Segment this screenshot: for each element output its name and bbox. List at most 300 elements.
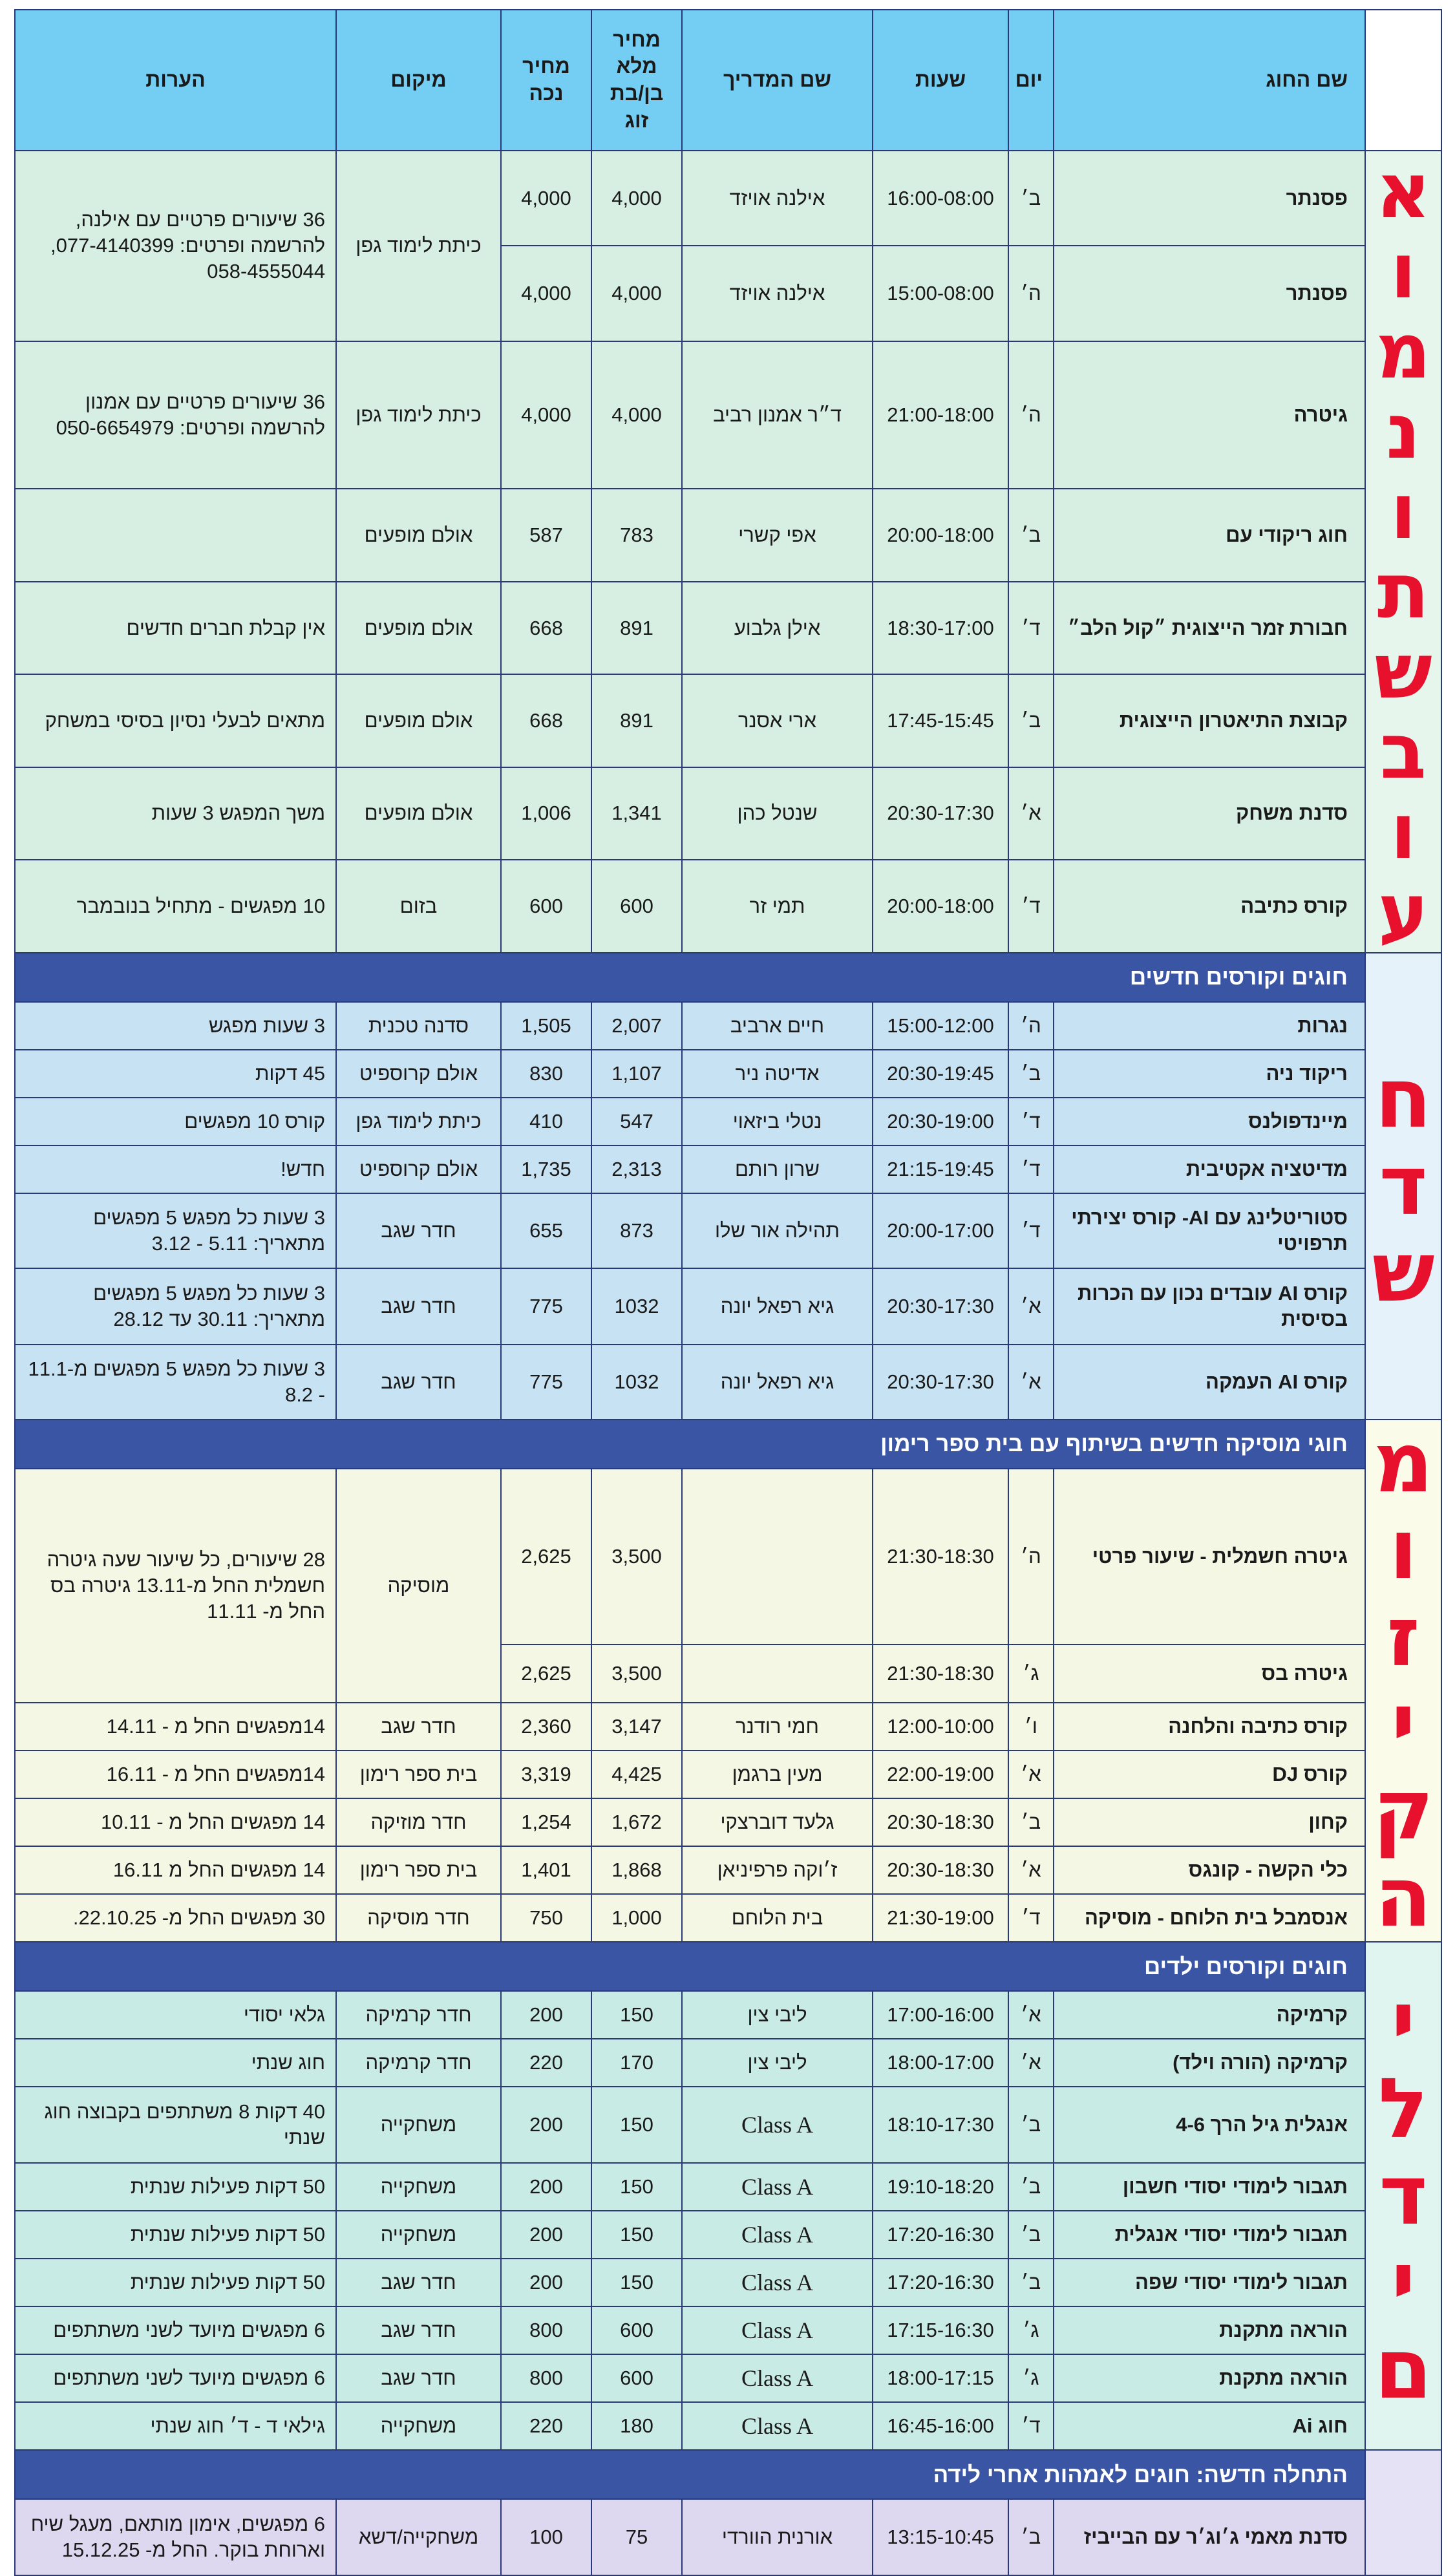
header-location: מיקום (336, 10, 501, 151)
cell-name: פסנתר (1054, 151, 1365, 246)
cell-notes: 3 שעות כל מפגש 5 מפגשים מתאריך: 5.11 - 3.12 (15, 1193, 336, 1268)
table-row (15, 2259, 1441, 2306)
cell-price-disabled: 1,254 (501, 1798, 591, 1846)
cell-name: קורס כתיבה (1054, 860, 1365, 953)
cell-price-full: 4,425 (591, 1751, 682, 1798)
cell-hours: 20:00-17:00 (873, 1193, 1008, 1268)
cell-hours: 17:20-16:30 (873, 2259, 1008, 2306)
cell-instructor: ז׳וקה פרפיניאן (682, 1846, 873, 1894)
cell-price-disabled: 668 (501, 582, 591, 674)
cell-instructor: גלעד דוברצקי (682, 1798, 873, 1846)
cell-day: ו׳ (1008, 1703, 1054, 1751)
cell-price-disabled: 220 (501, 2039, 591, 2087)
cell-price-full: 1,672 (591, 1798, 682, 1846)
cell-price-full: 1032 (591, 1345, 682, 1420)
cell-location: חדר שגב (336, 1703, 501, 1751)
cell-notes: 3 שעות כל מפגש 5 מפגשים מתאריך: 30.11 עד 28.12 (15, 1268, 336, 1345)
cell-instructor: שרון רותם (682, 1145, 873, 1193)
cell-location: בית ספר רימון (336, 1846, 501, 1894)
cell-price-disabled: 655 (501, 1193, 591, 1268)
cell-instructor (682, 1645, 873, 1703)
cell-location: חדר שגב (336, 1268, 501, 1345)
cell-price-full: 3,500 (591, 1469, 682, 1645)
cell-price-full: 150 (591, 2211, 682, 2259)
header-price-full: מחיר מלא בן/בת זוג (591, 10, 682, 151)
cell-hours: 21:30-18:30 (873, 1645, 1008, 1703)
cell-hours: 20:30-19:45 (873, 1050, 1008, 1098)
cell-hours: 20:30-17:30 (873, 1268, 1008, 1345)
side-label-char: נ (1386, 386, 1421, 476)
side-label-char: ו (1389, 1502, 1418, 1599)
cell-price-disabled: 200 (501, 2163, 591, 2211)
side-label-2 (1365, 953, 1441, 1420)
cell-name: פסנתר (1054, 246, 1365, 341)
cell-price-disabled: 4,000 (501, 341, 591, 489)
cell-price-full: 1,000 (591, 1894, 682, 1942)
cell-name: קבוצת התיאטרון הייצוגית (1054, 674, 1365, 767)
side-label-char: ל (1378, 2060, 1428, 2157)
cell-instructor: אילן גלבוע (682, 582, 873, 674)
table-row (15, 1751, 1441, 1798)
cell-price-disabled: 3,319 (501, 1751, 591, 1798)
schedule-document (14, 9, 1441, 2562)
cell-price-disabled: 668 (501, 674, 591, 767)
cell-notes: 36 שיעורים פרטיים עם אילנה, להרשמה ופרטים: 077-4140399, 058-4555044 (15, 151, 336, 341)
cell-name: תגבור לימודי יסודי אנגלית (1054, 2211, 1365, 2259)
cell-price-full: 150 (591, 1991, 682, 2039)
side-label-char: י (1391, 2234, 1416, 2331)
cell-instructor: ליבי צין (682, 1991, 873, 2039)
cell-location: חדר קרמיקה (336, 1991, 501, 2039)
cell-instructor: Class A (682, 2211, 873, 2259)
side-label-char: י (1391, 1974, 1416, 2070)
cell-location: משחקייה/דשא (336, 2499, 501, 2575)
cell-day: ד׳ (1008, 582, 1054, 674)
cell-instructor: אפי קשרי (682, 489, 873, 581)
cell-day: ג׳ (1008, 2306, 1054, 2354)
header-day: יום (1008, 10, 1054, 151)
section-header-row (15, 1942, 1441, 1991)
table-row (15, 1894, 1441, 1942)
cell-price-full: 4,000 (591, 246, 682, 341)
side-label-4 (1365, 1942, 1441, 2450)
cell-notes: קורס 10 מפגשים (15, 1098, 336, 1145)
side-label-char: ד (1379, 1137, 1428, 1234)
cell-instructor: Class A (682, 2259, 873, 2306)
cell-price-disabled: 4,000 (501, 151, 591, 246)
cell-notes: חדש! (15, 1145, 336, 1193)
cell-hours: 20:30-19:00 (873, 1098, 1008, 1145)
cell-price-full: 600 (591, 2354, 682, 2402)
cell-name: סדנת משחק (1054, 767, 1365, 860)
cell-name: גיטרה (1054, 341, 1365, 489)
section-title: חוגי מוסיקה חדשים בשיתוף עם בית ספר רימון (15, 1420, 1365, 1469)
cell-hours: 15:00-12:00 (873, 1002, 1008, 1050)
table-row (15, 1703, 1441, 1751)
cell-name: תגבור לימודי יסודי שפה (1054, 2259, 1365, 2306)
cell-instructor: Class A (682, 2354, 873, 2402)
table-row (15, 151, 1441, 246)
cell-hours: 18:10-17:30 (873, 2087, 1008, 2163)
side-label-text (1366, 1050, 1441, 1321)
cell-notes: 6 מפגשים מיועד לשני משתתפים (15, 2306, 336, 2354)
side-label-char: ש (1372, 1224, 1435, 1321)
cell-notes: 10 מפגשים - מתחיל בנובמבר (15, 860, 336, 953)
cell-price-full: 3,500 (591, 1645, 682, 1703)
cell-notes: 14 מפגשים החל מ - 10.11 (15, 1798, 336, 1846)
cell-instructor: ד״ר אמנון רביב (682, 341, 873, 489)
cell-location: אולם מופעים (336, 767, 501, 860)
table-row (15, 1345, 1441, 1420)
cell-notes: משך המפגש 3 שעות (15, 767, 336, 860)
cell-price-disabled: 1,735 (501, 1145, 591, 1193)
cell-day: ב׳ (1008, 2211, 1054, 2259)
cell-name: קורס DJ (1054, 1751, 1365, 1798)
cell-name: קורס AI העמקה (1054, 1345, 1365, 1420)
section-header-row (15, 2450, 1441, 2499)
cell-price-full: 150 (591, 2087, 682, 2163)
cell-price-full: 4,000 (591, 151, 682, 246)
cell-location: חדר שגב (336, 2306, 501, 2354)
table-row (15, 1846, 1441, 1894)
cell-name: קרמיקה (1054, 1991, 1365, 2039)
table-row (15, 2354, 1441, 2402)
cell-location: מוסיקה (336, 1469, 501, 1703)
cell-price-full: 2,007 (591, 1002, 682, 1050)
cell-notes: 3 שעות מפגש (15, 1002, 336, 1050)
cell-name: מיינדפולנס (1054, 1098, 1365, 1145)
cell-instructor: Class A (682, 2402, 873, 2450)
cell-hours: 20:30-18:30 (873, 1798, 1008, 1846)
section-title: חוגים וקורסים חדשים (15, 953, 1365, 1002)
cell-notes: 6 מפגשים מיועד לשני משתתפים (15, 2354, 336, 2402)
cell-hours: 16:00-08:00 (873, 151, 1008, 246)
cell-location: משחקייה (336, 2163, 501, 2211)
cell-name: הוראה מתקנת (1054, 2354, 1365, 2402)
header-hours: שעות (873, 10, 1008, 151)
cell-day: ב׳ (1008, 2499, 1054, 2575)
cell-location: אולם מופעים (336, 489, 501, 581)
cell-day: ב׳ (1008, 2259, 1054, 2306)
cell-price-disabled: 100 (501, 2499, 591, 2575)
cell-price-full: 891 (591, 674, 682, 767)
cell-day: א׳ (1008, 1751, 1054, 1798)
cell-day: ה׳ (1008, 341, 1054, 489)
cell-day: א׳ (1008, 2039, 1054, 2087)
cell-price-disabled: 2,360 (501, 1703, 591, 1751)
cell-location: בית ספר רימון (336, 1751, 501, 1798)
side-label-char: ה (1375, 1849, 1432, 1943)
cell-location: אולם קרוספיט (336, 1145, 501, 1193)
cell-name: סדנת מאמי ג׳וג׳ר עם הבייביז (1054, 2499, 1365, 2575)
side-label-text (1366, 1974, 1441, 2418)
table-row (15, 2087, 1441, 2163)
cell-price-full: 150 (591, 2163, 682, 2211)
cell-price-full: 1,341 (591, 767, 682, 860)
cell-day: ג׳ (1008, 2354, 1054, 2402)
side-label-char: י (1391, 1676, 1416, 1772)
cell-location: משחקייה (336, 2087, 501, 2163)
cell-notes: גילאי ד - ד׳ חוג שנתי (15, 2402, 336, 2450)
cell-hours: 16:45-16:00 (873, 2402, 1008, 2450)
cell-price-full: 1032 (591, 1268, 682, 1345)
cell-price-disabled: 200 (501, 1991, 591, 2039)
side-label-char: ם (1374, 2321, 1432, 2418)
cell-location: משחקייה (336, 2402, 501, 2450)
cell-price-full: 170 (591, 2039, 682, 2087)
table-row (15, 2306, 1441, 2354)
cell-notes: 3 שעות כל מפגש 5 מפגשים מ-11.1 - 8.2 (15, 1345, 336, 1420)
cell-name: אנגלית גיל הרך 4-6 (1054, 2087, 1365, 2163)
side-label-char: א (1375, 151, 1431, 235)
cell-instructor: בית הלוחם (682, 1894, 873, 1942)
cell-day: א׳ (1008, 1268, 1054, 1345)
table-row (15, 1193, 1441, 1268)
side-label-char: מ (1375, 306, 1431, 396)
cell-notes: 40 דקות 8 משתתפים בקבוצה חוג שנתי (15, 2087, 336, 2163)
cell-name: תגבור לימודי יסודי חשבון (1054, 2163, 1365, 2211)
cell-day: ד׳ (1008, 2402, 1054, 2450)
cell-price-full: 150 (591, 2259, 682, 2306)
table-row (15, 2499, 1441, 2575)
table-row (15, 582, 1441, 674)
cell-name: קורס כתיבה והלחנה (1054, 1703, 1365, 1751)
cell-price-disabled: 830 (501, 1050, 591, 1098)
cell-price-disabled: 1,006 (501, 767, 591, 860)
cell-price-disabled: 800 (501, 2306, 591, 2354)
table-row (15, 2211, 1441, 2259)
cell-hours: 20:00-18:00 (873, 489, 1008, 581)
side-label-char: ו (1390, 466, 1417, 556)
cell-price-disabled: 775 (501, 1345, 591, 1420)
cell-day: ב׳ (1008, 1050, 1054, 1098)
table-row (15, 1469, 1441, 1645)
cell-price-disabled: 200 (501, 2087, 591, 2163)
cell-location: סדנה טכנית (336, 1002, 501, 1050)
side-label-char: ח (1375, 1050, 1432, 1147)
cell-hours: 12:00-10:00 (873, 1703, 1008, 1751)
cell-day: ד׳ (1008, 1145, 1054, 1193)
side-label-text (1366, 1420, 1441, 1941)
cell-hours: 15:00-08:00 (873, 246, 1008, 341)
cell-location: כיתת לימוד גפן (336, 151, 501, 341)
cell-hours: 13:15-10:45 (873, 2499, 1008, 2575)
side-label-char: ש (1374, 626, 1432, 716)
cell-name: חוג ריקודי עם (1054, 489, 1365, 581)
cell-day: ב׳ (1008, 2163, 1054, 2211)
side-header (1365, 10, 1441, 151)
side-label-char: ב (1380, 707, 1427, 796)
cell-name: חבורת זמר הייצוגית ״קול הלב״ (1054, 582, 1365, 674)
cell-price-disabled: 2,625 (501, 1645, 591, 1703)
cell-price-full: 180 (591, 2402, 682, 2450)
cell-price-disabled: 775 (501, 1268, 591, 1345)
cell-name: גיטרה בס (1054, 1645, 1365, 1703)
cell-notes: 30 מפגשים החל מ- 22.10.25. (15, 1894, 336, 1942)
section-header-row (15, 1420, 1441, 1469)
cell-price-full: 600 (591, 860, 682, 953)
table-row (15, 1145, 1441, 1193)
cell-hours: 18:00-17:15 (873, 2354, 1008, 2402)
cell-hours: 22:00-19:00 (873, 1751, 1008, 1798)
cell-instructor (682, 1469, 873, 1645)
cell-location: אולם מופעים (336, 582, 501, 674)
cell-day: א׳ (1008, 767, 1054, 860)
section-title: התחלה חדשה: חוגים לאמהות אחרי לידה (15, 2450, 1365, 2499)
cell-location: בזום (336, 860, 501, 953)
cell-location: חדר מוזיקה (336, 1798, 501, 1846)
cell-price-full: 547 (591, 1098, 682, 1145)
cell-location: חדר שגב (336, 1345, 501, 1420)
side-label-text (1366, 151, 1441, 952)
table-row (15, 1098, 1441, 1145)
cell-price-disabled: 587 (501, 489, 591, 581)
cell-instructor: אדיטה ניר (682, 1050, 873, 1098)
header-instructor: שם המדריך (682, 10, 873, 151)
cell-name: חוג Ai (1054, 2402, 1365, 2450)
cell-day: ה׳ (1008, 1469, 1054, 1645)
cell-instructor: ליבי צין (682, 2039, 873, 2087)
cell-price-disabled: 1,505 (501, 1002, 591, 1050)
cell-price-full: 2,313 (591, 1145, 682, 1193)
cell-day: ד׳ (1008, 860, 1054, 953)
table-row (15, 1050, 1441, 1098)
cell-price-disabled: 220 (501, 2402, 591, 2450)
cell-name: קחון (1054, 1798, 1365, 1846)
cell-instructor: מעין ברגמן (682, 1751, 873, 1798)
cell-hours: 21:30-19:00 (873, 1894, 1008, 1942)
side-label-5 (1365, 2450, 1441, 2575)
cell-instructor: ארי אסנר (682, 674, 873, 767)
table-row (15, 1002, 1441, 1050)
cell-location: כיתת לימוד גפן (336, 1098, 501, 1145)
cell-price-disabled: 600 (501, 860, 591, 953)
table-row (15, 767, 1441, 860)
cell-notes: 14 מפגשים החל מ 16.11 (15, 1846, 336, 1894)
cell-location: חדר שגב (336, 2259, 501, 2306)
cell-day: א׳ (1008, 1345, 1054, 1420)
cell-price-full: 873 (591, 1193, 682, 1268)
cell-day: ב׳ (1008, 151, 1054, 246)
cell-instructor: חמי רודנר (682, 1703, 873, 1751)
cell-hours: 20:00-18:00 (873, 860, 1008, 953)
header-notes: הערות (15, 10, 336, 151)
cell-price-disabled: 750 (501, 1894, 591, 1942)
cell-notes: 28 שיעורים, כל שיעור שעה גיטרה חשמלית החל מ-13.11 גיטרה בס החל מ- 11.11 (15, 1469, 336, 1703)
cell-instructor: Class A (682, 2087, 873, 2163)
cell-price-disabled: 800 (501, 2354, 591, 2402)
courses-table (14, 9, 1442, 2576)
cell-location: כיתת לימוד גפן (336, 341, 501, 489)
side-label-char: ע (1377, 867, 1429, 953)
cell-hours: 21:00-18:00 (873, 341, 1008, 489)
cell-hours: 18:30-17:00 (873, 582, 1008, 674)
cell-day: ב׳ (1008, 489, 1054, 581)
cell-notes (15, 489, 336, 581)
cell-instructor: תהילה אור שלו (682, 1193, 873, 1268)
side-label-1 (1365, 151, 1441, 953)
cell-day: ד׳ (1008, 1098, 1054, 1145)
table-row (15, 489, 1441, 581)
cell-instructor: אילנה אויזד (682, 246, 873, 341)
cell-notes: אין קבלת חברים חדשים (15, 582, 336, 674)
cell-price-full: 4,000 (591, 341, 682, 489)
side-label-char: ד (1379, 2147, 1428, 2244)
cell-name: אנסמבל בית הלוחם - מוסיקה (1054, 1894, 1365, 1942)
table-row (15, 1268, 1441, 1345)
cell-instructor: Class A (682, 2163, 873, 2211)
cell-price-disabled: 4,000 (501, 246, 591, 341)
cell-name: הוראה מתקנת (1054, 2306, 1365, 2354)
cell-price-disabled: 200 (501, 2211, 591, 2259)
cell-instructor: נטלי ביזאוי (682, 1098, 873, 1145)
table-row (15, 674, 1441, 767)
cell-day: א׳ (1008, 1846, 1054, 1894)
section-title: חוגים וקורסים ילדים (15, 1942, 1365, 1991)
cell-name: ריקוד ניה (1054, 1050, 1365, 1098)
cell-notes: מתאים לבעלי נסיון בסיסי במשחק (15, 674, 336, 767)
cell-notes: חוג שנתי (15, 2039, 336, 2087)
table-row (15, 2402, 1441, 2450)
cell-day: א׳ (1008, 1991, 1054, 2039)
cell-day: ב׳ (1008, 2087, 1054, 2163)
cell-hours: 17:45-15:45 (873, 674, 1008, 767)
cell-price-disabled: 410 (501, 1098, 591, 1145)
cell-notes: 50 דקות פעילות שנתית (15, 2211, 336, 2259)
cell-price-full: 600 (591, 2306, 682, 2354)
cell-name: קרמיקה (הורה וילד) (1054, 2039, 1365, 2087)
cell-day: ב׳ (1008, 1798, 1054, 1846)
cell-hours: 17:00-16:00 (873, 1991, 1008, 2039)
cell-location: חדר מוסיקה (336, 1894, 501, 1942)
cell-location: חדר שגב (336, 1193, 501, 1268)
cell-price-full: 783 (591, 489, 682, 581)
cell-day: ה׳ (1008, 1002, 1054, 1050)
cell-price-disabled: 2,625 (501, 1469, 591, 1645)
side-label-char: ו (1390, 226, 1417, 315)
side-label-char: ז (1386, 1588, 1420, 1685)
cell-price-full: 75 (591, 2499, 682, 2575)
cell-name: סטוריטלינג עם AI- קורס יצירתי תרפויטי (1054, 1193, 1365, 1268)
cell-day: ד׳ (1008, 1894, 1054, 1942)
section-header-row (15, 953, 1441, 1002)
cell-instructor: אילנה אויזד (682, 151, 873, 246)
cell-hours: 21:15-19:45 (873, 1145, 1008, 1193)
cell-name: קורס AI עובדים נכון עם הכרות בסיסית (1054, 1268, 1365, 1345)
cell-day: ג׳ (1008, 1645, 1054, 1703)
cell-name: נגרות (1054, 1002, 1365, 1050)
cell-instructor: אורנית הוורדי (682, 2499, 873, 2575)
cell-price-full: 3,147 (591, 1703, 682, 1751)
cell-name: גיטרה חשמלית - שיעור פרטי (1054, 1469, 1365, 1645)
header-row (15, 10, 1441, 151)
cell-day: ד׳ (1008, 1193, 1054, 1268)
cell-notes: 14מפגשים החל מ - 14.11 (15, 1703, 336, 1751)
cell-location: אולם קרוספיט (336, 1050, 501, 1098)
cell-instructor: Class A (682, 2306, 873, 2354)
cell-notes: 36 שיעורים פרטיים עם אמנון להרשמה ופרטים: 050-6654979 (15, 341, 336, 489)
table-row (15, 1991, 1441, 2039)
cell-name: כלי הקשה - קונגס (1054, 1846, 1365, 1894)
cell-price-full: 891 (591, 582, 682, 674)
table-row (15, 2039, 1441, 2087)
side-label-char: ת (1377, 546, 1430, 636)
table-row (15, 341, 1441, 489)
cell-notes: 50 דקות פעילות שנתית (15, 2163, 336, 2211)
cell-instructor: חיים ארביב (682, 1002, 873, 1050)
cell-hours: 19:10-18:20 (873, 2163, 1008, 2211)
side-label-char: מ (1373, 1419, 1434, 1511)
